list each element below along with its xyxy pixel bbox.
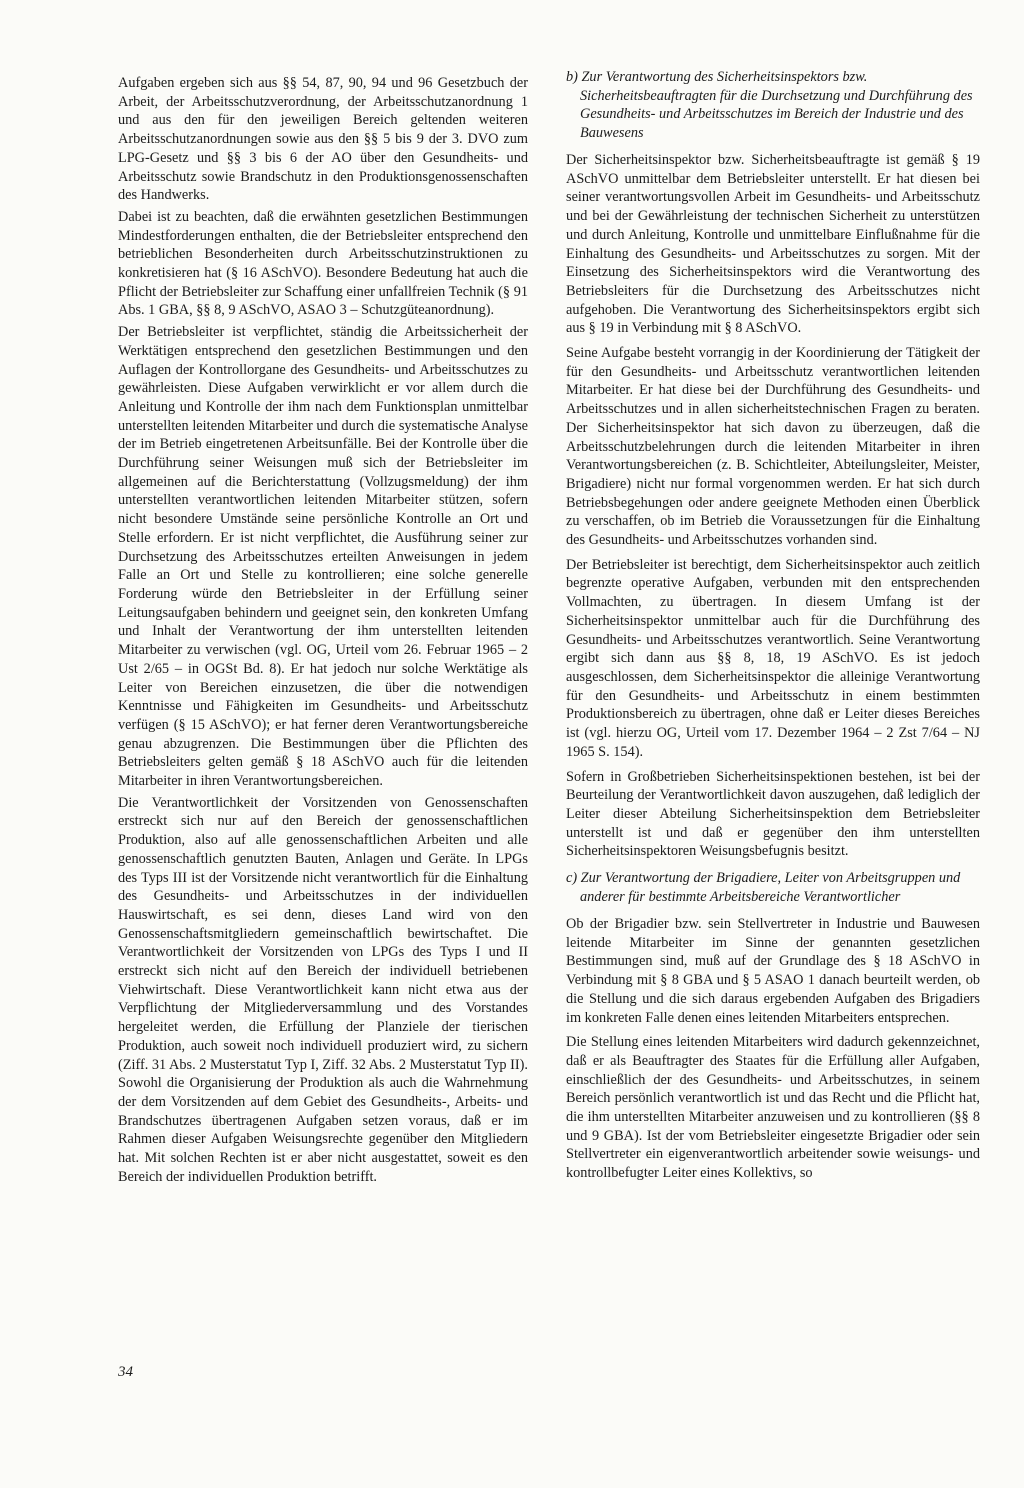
paragraph: Dabei ist zu beachten, daß die erwähnten gesetzlichen Bestimmungen Mindestforderungen enthalten, die der Betriebsleiter entsprechend den betrieblichen Besonderheiten durch Arbeitsschutzinstruktionen zu konkretisieren hat (§ 16 ASchVO). Besondere Bedeutung hat auch die Pflicht der Betriebsleiter zur Schaffung einer unfallfreien Technik (§ 91 Abs. 1 GBA, §§ 8, 9 ASchVO, ASAO 3 – Schutzgüteanordnung).: [118, 208, 528, 319]
paragraph: Ob der Brigadier bzw. sein Stellvertreter in Industrie und Bauwesen leitende Mitarbeiter im Sinne der genannten gesetzlichen Bestimmungen sind, muß auf der Grundlage des § 18 ASchVO in Verbindung mit § 8 GBA und § 5 ASAO 1 danach beurteilt werden, ob die Stellung und die sich daraus ergebenden Aufgaben des Brigadiers im konkreten Falle denen eines leitenden Mitarbeiters entsprechen.: [566, 916, 980, 1026]
paragraph: Sofern in Großbetrieben Sicherheitsinspektionen bestehen, ist bei der Beurteilung der Verantwortlichkeit davon auszugehen, daß lediglich der Leiter dieser Abteilung Sicherheitsinspektion dem Betriebsleiter unterstellt ist und daß er gegenüber den ihm unterstellten Sicherheitsinspektoren Weisungsbefugnis besitzt.: [566, 768, 980, 860]
left-column: [118, 74, 528, 1189]
paragraph: Der Betriebsleiter ist verpflichtet, ständig die Arbeitssicherheit der Werktätigen entsprechend den gesetzlichen Bestimmungen und den Auflagen der Kontrollorgane des Gesundheits- und Arbeitsschutzes zu gewährleisten. Diese Aufgaben verwirklicht er vor allem durch die Anleitung und Kontrolle der ihm nach dem Funktionsplan unmittelbar unterstellten leitenden Mitarbeiter und durch die systematische Analyse der im Betrieb eingetretenen Arbeitsunfälle. Bei der Kontrolle über die Durchführung seiner Weisungen muß sich der Betriebsleiter im allgemeinen auf die Berichterstattung (Vollzugsmeldung) der ihm unterstellten verantwortlichen leitenden Mitarbeiter stützen, sofern nicht besondere Umstände seine persönliche Kontrolle an Ort und Stelle erfordern. Er ist nicht verpflichtet, die Ausführung seiner zur Durchsetzung des Arbeitsschutzes erteilten Anweisungen in jedem Falle an Ort und Stelle zu kontrollieren; eine solche generelle Forderung würde den Betriebsleiter in der Erfüllung seiner Leitungsaufgaben behindern und geeignet sein, den konkreten Umfang und Inhalt der Verantwortung der ihm unterstellten leitenden Mitarbeiter zu verwischen (vgl. OG, Urteil vom 26. Februar 1965 – 2 Ust 2/65 – in OGSt Bd. 8). Er hat jedoch nur solche Werktätige als Leiter von Bereichen einzusetzen, die über die notwendigen Kenntnisse und Fähigkeiten im Gesundheits- und Arbeitsschutz verfügen (§ 15 ASchVO); er hat ferner deren Verantwortungsbereiche genau abzugrenzen. Die Bestimmungen über die Pflichten des Betriebsleiters gelten gemäß § 18 ASchVO auch für die leitenden Mitarbeiter in ihren Verantwortungsbereichen.: [118, 324, 528, 790]
paragraph: Seine Aufgabe besteht vorrangig in der Koordinierung der Tätigkeit der für den Gesundheits- und Arbeitsschutz verantwortlichen leitenden Mitarbeiter. Er hat diese bei der Durchführung des Gesundheits- und Arbeitsschutzes und in allen sicherheitstechnischen Fragen zu beraten. Der Sicherheitsinspektor hat sich davon zu überzeugen, daß die Arbeitsschutzbelehrungen durch die leitenden Mitarbeiter in ihren Verantwortungsbereichen (z. B. Schichtleiter, Abteilungsleiter, Meister, Brigadiere) nicht nur formal vorgenommen werden. Er hat sich durch Betriebsbegehungen oder andere geeignete Methoden einen Überblick zu verschaffen, ob im Betrieb die Voraussetzungen für die Einhaltung des Gesundheits- und Arbeitsschutzes vorhanden sind.: [566, 345, 980, 549]
section-heading-c: c) Zur Verantwortung der Brigadiere, Leiter von Arbeitsgruppen und anderer für bestimmte Arbeitsbereiche Verantwortlicher: [566, 870, 961, 905]
paragraph: Der Sicherheitsinspektor bzw. Sicherheitsbeauftragte ist gemäß § 19 ASchVO unmittelbar dem Betriebsleiter unterstellt. Er hat diesen bei seiner verantwortungsvollen Arbeit im Gesundheits- und Arbeitsschutz und bei der Gewährleistung der technischen Sicherheit zu unterstützen und durch Anleitung, Kontrolle und unmittelbare Einflußnahme für die Einhaltung des Gesundheits- und Arbeitsschutzes zu sorgen. Mit der Einsetzung des Sicherheitsinspektors wird die Verantwortung des Betriebsleiters für die Durchsetzung des Arbeitsschutzes nicht aufgehoben. Die Verantwortung des Sicherheitsinspektors ergibt sich aus § 19 in Verbindung mit § 8 ASchVO.: [566, 152, 980, 337]
paragraph: Aufgaben ergeben sich aus §§ 54, 87, 90, 94 und 96 Gesetzbuch der Arbeit, der Arbeitsschutzverordnung, der Arbeitsschutzanordnung 1 und aus den für den jeweiligen Bereich geltenden weiteren Arbeitsschutzanordnungen sowie aus den §§ 5 bis 9 der 3. DVO zum LPG-Gesetz und §§ 3 bis 6 der AO über den Gesundheits- und Arbeitsschutz sowie Brandschutz in den Produktionsgenossenschaften des Handwerks.: [118, 75, 528, 204]
paragraph: Die Verantwortlichkeit der Vorsitzenden von Genossenschaften erstreckt sich nur auf den Bereich der genossenschaftlichen Produktion, also auf alle genossenschaftlichen Arbeiten und alle genossenschaftlich genutzten Bauten, Anlagen und Geräte. In LPGs des Typs III ist der Vorsitzende nicht verantwortlich für die Einhaltung des Gesundheits- und Arbeitsschutzes in der individuellen Hauswirtschaft, es sei denn, dieses Land wird von den Genossenschaftsmitgliedern gemeinschaftlich bewirtschaftet. Die Verantwortlichkeit der Vorsitzenden von LPGs des Typs I und II erstreckt sich nicht auf den Bereich der individuell betriebenen Viehwirtschaft. Diese Verantwortlichkeit kann nicht etwa aus der Verpflichtung der Mitgliederversammlung und des Vorstandes hergeleitet werden, die Erfüllung der Planziele der tierischen Produktion, auch soweit noch individuell produziert wird, zu sichern (Ziff. 31 Abs. 2 Musterstatut Typ I, Ziff. 32 Abs. 2 Musterstatut Typ II). Sowohl die Organisierung der Produktion als auch die Wahrnehmung der dem Vorsitzenden auf dem Gebiet des Gesundheits-, Arbeits- und Brandschutzes übertragenen Aufgaben setzen voraus, daß er im Rahmen dieser Aufgaben Weisungsrechte gegenüber den Mitgliedern hat. Mit solchen Rechten ist er aber nicht ausgestattet, soweit es den Bereich der individuellen Produktion betrifft.: [118, 794, 528, 1185]
page-number: 34: [118, 1364, 133, 1380]
paragraph: Die Stellung eines leitenden Mitarbeiters wird dadurch gekennzeichnet, daß er als Beauftragter des Staates für die Erfüllung aller Aufgaben, einschließlich der des Gesundheits- und Arbeitsschutzes, in seinem Bereich persönlich verantwortlich ist und das Recht und die Pflicht hat, die ihm unterstellten Mitarbeiter anzuweisen und zu kontrollieren (§§ 8 und 9 GBA). Ist der vom Betriebsleiter eingesetzte Brigadier oder sein Stellvertreter ein eigenverantwortlich arbeitender sowie weisungs- und kontrollbefugter Leiter eines Kollektivs, so: [566, 1034, 980, 1182]
paragraph: Der Betriebsleiter ist berechtigt, dem Sicherheitsinspektor auch zeitlich begrenzte operative Aufgaben, verbunden mit den entsprechenden Vollmachten, zu übertragen. In diesem Umfang ist der Sicherheitsinspektor unmittelbar auch für die Durchführung des Gesundheits- und Arbeitsschutzes verantwortlich. Seine Verantwortung ergibt sich dann aus §§ 8, 18, 19 ASchVO. Es ist jedoch ausgeschlossen, dem Sicherheitsinspektor die alleinige Verantwortung für den Gesundheits- und Arbeitsschutz in einem bestimmten Produktionsbereich zu übertragen, ohne daß er Leiter dieses Bereiches ist (vgl. hierzu OG, Urteil vom 17. Dezember 1964 – 2 Zst 7/64 – NJ 1965 S. 154).: [566, 556, 980, 760]
section-heading-b: b) Zur Verantwortung des Sicherheitsinspektors bzw. Sicherheitsbeauftragten für die Durchsetzung und Durchführung des Gesundheits- und Arbeitsschutzes im Bereich der Industrie und des Bauwesens: [566, 69, 973, 141]
right-column: [566, 68, 980, 1186]
